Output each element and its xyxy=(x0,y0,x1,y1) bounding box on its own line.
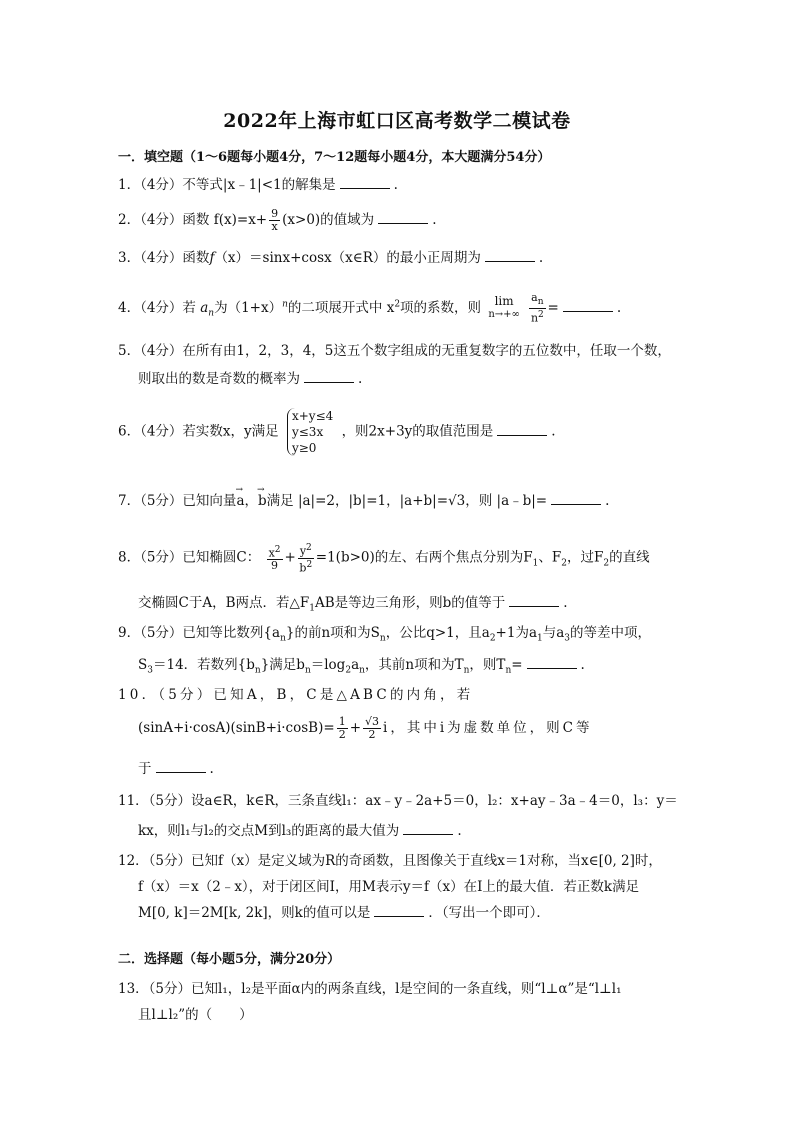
question-13-line-1: 13．（5分）已知l₁，l₂是平面α内的两条直线，l是空间的一条直线，则“l⊥α”是“l⊥l₁ xyxy=(118,981,622,997)
question-8-tail: AB是等边三角形，则b的值等于 xyxy=(314,595,506,612)
fraction xyxy=(269,208,280,233)
question-9-text: ，其前n项和为T xyxy=(364,656,464,673)
fraction-denominator: 9 xyxy=(271,559,279,573)
limit-expression xyxy=(488,295,520,321)
vector-a: → a xyxy=(236,492,244,510)
question-4-then: 项的系数，则 xyxy=(400,299,482,316)
fraction-denominator: n xyxy=(530,311,539,325)
question-2: 2．（4分）函数 f(x)=x+ $\frac{9}{x}$ (x>0)的值域为 . xyxy=(118,207,437,233)
question-8-text: 8．（5分）已知椭圆C： xyxy=(118,549,261,566)
answer-blank xyxy=(509,594,559,607)
fraction xyxy=(363,716,381,741)
question-10-line-3-wrap: 于 . xyxy=(138,761,214,777)
foci-text-2: 、F xyxy=(538,549,562,566)
fraction: $\frac{x^2}{9}$ xyxy=(268,544,281,573)
fraction xyxy=(337,716,348,741)
question-12-line-2: f（x）＝x（2﹣x），对于闭区间I，用M表示y＝f（x）在I上的最大值．若正数k满足 xyxy=(138,879,640,895)
separator: ， xyxy=(244,493,258,509)
question-9-text: ，公比q>1，且a xyxy=(385,625,490,641)
function-expression: f(x)=x+ xyxy=(213,212,268,228)
question-10-line-2: (sinA+i·cosA)(sinB+i·cosB)= xyxy=(138,720,335,736)
question-7-tail: 满足 |a|=2，|b|=1，|a+b|=√3，则 |a﹣b|= xyxy=(266,493,548,509)
fraction-denominator: b xyxy=(299,561,307,575)
question-9-text: = xyxy=(511,656,523,673)
question-10-line-2-tail: i，其中i为虚数单位，则C等 xyxy=(383,720,593,736)
fraction-numerator: 9 xyxy=(271,207,279,220)
equals-sign: = xyxy=(547,299,559,316)
question-8: 8．（5分）已知椭圆C： $\frac{x^2}{9}$ + $\frac{y^2}{b^2}$ =1(b>0)的左、右两个焦点分别为$F_1$、$F_2$，过$F_2$的直线 交椭圆C于A，B两点．若$\triangle F_1AB$是等边三角形，则b的值等于 . xyxy=(118,543,650,614)
question-10-line-1: 10．（5分）已知A，B，C是△ABC的内角，若 xyxy=(118,687,474,703)
fraction-numerator: y xyxy=(299,544,307,558)
answer-blank xyxy=(374,904,424,917)
question-9-text: ＝log xyxy=(310,656,346,673)
constraint-1: x+y≤4 xyxy=(291,409,334,423)
line-word: 的直线 xyxy=(609,549,650,566)
answer-blank xyxy=(563,299,613,312)
answer-blank xyxy=(551,492,601,505)
question-9: 9．（5分）已知等比数列$\{a_n\}$的前n项和为$S_n$，公比q>1，且$a_2+1$为$a_1$与$a_3$的等差中项， $S_3=14$．若数列$\{b_n\}$满足$b_n=\log_2a_n$，其前n项和为$T_n$，则$T_n=$ . xyxy=(118,625,652,676)
question-7: 7．（5分）已知向量→ a，→ b满足 |a|=2，|b|=1，|a+b|=√3，则 |a﹣b|= . xyxy=(118,492,609,510)
answer-blank xyxy=(378,211,428,224)
foci-text: =1(b>0)的左、右两个焦点分别为F xyxy=(315,549,533,566)
question-5: 5．（4分）在所有由1，2，3，4，5这五个数字组成的无重复数字的五位数中，任取一个数， 则取出的数是奇数的概率为 . xyxy=(118,343,671,387)
vector-b: → b xyxy=(258,492,267,510)
question-4: 4．（4分）若 $a_n$为$(1+x)^n$的二项展开式中 $x^2$项的系数，则 lim n→+∞ $\frac{a_n}{n^2}$ = . xyxy=(118,291,622,325)
question-13-line-2: 且l⊥l₂”的（ ） xyxy=(138,1007,253,1023)
subscript: n xyxy=(208,308,215,319)
fraction-numerator: x xyxy=(268,546,275,560)
answer-blank xyxy=(403,822,453,835)
question-13 xyxy=(118,980,622,1024)
limit-word: lim xyxy=(494,294,514,309)
question-9-line-2: S xyxy=(138,656,148,673)
expansion-text: 的二项展开式中 x xyxy=(287,299,395,316)
answer-blank xyxy=(156,760,206,773)
subscript: n xyxy=(537,297,544,308)
answer-blank xyxy=(527,656,577,669)
fraction-denominator: x xyxy=(271,220,278,233)
question-3: 3．（4分）函数f（x）＝sinx+cosx（x∈R）的最小正周期为 . xyxy=(118,250,544,266)
answer-blank xyxy=(485,249,535,262)
question-2-tail: (x>0)的值域为 xyxy=(282,212,375,228)
question-10-line-2-wrap: (sinA+i·cosA)(sinB+i·cosB)= $\frac{1}{2}$ + $\frac{√3}{2}$ i，其中i为虚数单位，则C等 xyxy=(138,715,593,741)
fraction-denominator: 2 xyxy=(338,728,346,741)
question-4-text: 4．（4分）若 xyxy=(118,299,196,316)
question-3-text: 3．（4分）函数 xyxy=(118,250,210,266)
question-6: 6．（4分）若实数x，y满足 x+y≤4 y≤3x y≥0 ，则2x+3y的取值范围是 . xyxy=(118,409,556,455)
question-8-line-2: 交椭圆C于A，B两点．若△F xyxy=(138,595,310,612)
question-7-text: 7．（5分）已知向量 xyxy=(118,493,237,509)
constraint-2: y≤3x xyxy=(291,425,324,439)
question-12-line-1: 12．（5分）已知f（x）是定义域为R的奇函数，且图像关于直线x＝1对称，当x∈[0, 2]时， xyxy=(118,853,662,869)
question-9-text: ＝14．若数列{b xyxy=(152,656,255,673)
function-name: f xyxy=(209,250,215,266)
fraction-numerator: √3 xyxy=(365,715,380,728)
question-12-line-3: M[0, k]＝2M[k, 2k]，则k的值可以是 xyxy=(138,905,371,921)
exponent: 2 xyxy=(538,310,544,321)
question-11: 11．（5分）设a∈R，k∈R，三条直线l₁：ax﹣y﹣2a+5＝0，l₂：x+ay﹣3a﹣4＝0，l₃：y＝ kx，则l₁与l₂的交点M到l₃的距离的最大值为 . xyxy=(118,793,678,839)
exponent: n xyxy=(282,299,288,310)
answer-blank xyxy=(304,370,354,383)
question-12-tail: ．（写出一个即可）． xyxy=(428,905,550,921)
fraction xyxy=(529,292,545,325)
question-2-text: 2．（4分）函数 xyxy=(118,212,210,228)
question-12 xyxy=(118,852,662,922)
question-1-text: 1．（4分）不等式|x﹣1|<1的解集是 xyxy=(118,177,336,193)
fraction-denominator: 2 xyxy=(368,728,376,741)
binomial-text: 为（1+x） xyxy=(214,299,283,316)
constraint-3: y≥0 xyxy=(291,441,317,455)
question-10-line-3: 于 xyxy=(138,761,152,777)
constraint-system xyxy=(287,408,333,456)
page-title: 2022年上海市虹口区高考数学二模试卷 xyxy=(223,110,571,132)
section-choice-heading: 二．选择题（每小题5分，满分20分） xyxy=(118,952,341,967)
question-5-line-2: 则取出的数是奇数的概率为 xyxy=(138,371,300,387)
answer-blank xyxy=(497,423,547,436)
question-6-text: 6．（4分）若实数x，y满足 xyxy=(118,423,279,440)
question-3-tail: （x）＝sinx+cosx（x∈R）的最小正周期为 xyxy=(214,250,481,266)
line-through-text: ，过F xyxy=(566,549,604,566)
question-9-line-1: 9．（5分）已知等比数列{a xyxy=(118,625,281,641)
question-9-text: }的前n项和为S xyxy=(285,625,380,641)
question-10 xyxy=(118,686,473,704)
question-5-line-1: 5．（4分）在所有由1，2，3，4，5这五个数字组成的无重复数字的五位数中，任取一个数， xyxy=(118,343,671,359)
question-9-text: 的等差中项， xyxy=(570,625,652,641)
question-9-text: a xyxy=(351,656,360,673)
question-9-text: ，则T xyxy=(469,656,506,673)
fraction: $\frac{y^2}{b^2}$ xyxy=(299,543,313,575)
question-1: 1．（4分）不等式|x﹣1|<1的解集是 . xyxy=(118,177,398,193)
answer-blank xyxy=(340,176,390,189)
question-9-text: 与a xyxy=(542,625,565,641)
fraction-numerator: 1 xyxy=(338,715,346,728)
question-11-line-2: kx，则l₁与l₂的交点M到l₃的距离的最大值为 xyxy=(138,823,400,839)
question-9-text: }满足b xyxy=(260,656,305,673)
question-11-line-1: 11．（5分）设a∈R，k∈R，三条直线l₁：ax﹣y﹣2a+5＝0，l₂：x+ay﹣3a﹣4＝0，l₃：y＝ xyxy=(118,793,678,809)
sequence-symbol: a xyxy=(200,299,209,316)
question-6-tail: ，则2x+3y的取值范围是 xyxy=(341,423,494,440)
fraction-numerator: a xyxy=(531,291,538,304)
limit-subscript: n→+∞ xyxy=(488,309,520,321)
question-9-text: +1为a xyxy=(495,625,537,641)
section-fill-in-heading: 一．填空题（1～6题每小题4分，7～12题每小题4分，本大题满分54分） xyxy=(118,150,551,165)
